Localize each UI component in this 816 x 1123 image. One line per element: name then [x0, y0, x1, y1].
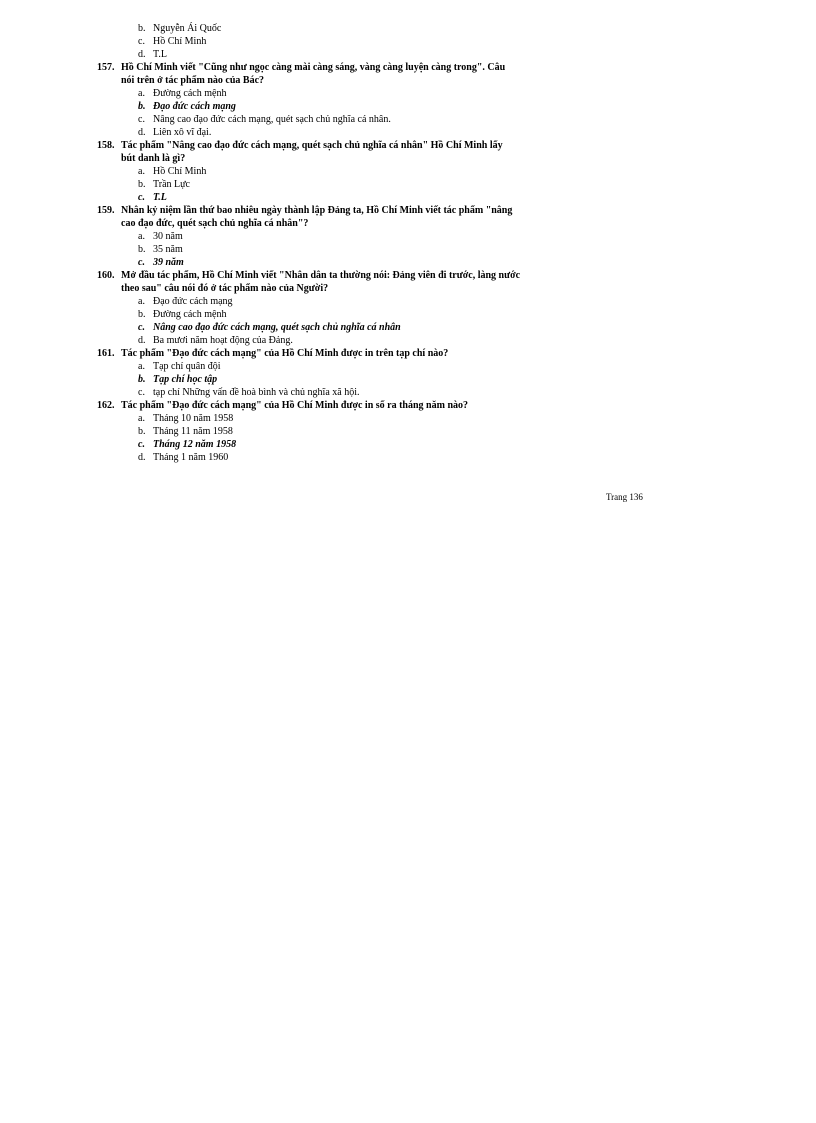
- answer-option: [97, 165, 637, 178]
- answer-option: [97, 412, 637, 425]
- option-label: c.: [138, 387, 145, 398]
- question-text-continued: cao đạo đức, quét sạch chủ nghĩa cá nhân"?: [121, 218, 309, 229]
- option-text: 30 năm: [153, 231, 183, 242]
- answer-option: [97, 191, 637, 204]
- answer-option: [97, 321, 637, 334]
- answer-option: [97, 35, 637, 48]
- answer-option: [97, 100, 637, 113]
- option-text: Tạp chí quân đội: [153, 361, 221, 372]
- option-text: Đạo đức cách mạng: [153, 101, 236, 112]
- question-text-continued: bút danh là gì?: [121, 153, 186, 164]
- option-text: Tháng 1 năm 1960: [153, 452, 229, 463]
- answer-option: [97, 334, 637, 347]
- answer-option: [97, 178, 637, 191]
- question-number: 162.: [97, 400, 115, 411]
- question-stem: [97, 269, 637, 282]
- question-text: Hồ Chí Minh viết "Cũng như ngọc càng mài càng sáng, vàng càng luyện càng trong". Câu: [121, 62, 506, 73]
- option-label: a.: [138, 166, 145, 177]
- answer-option: [97, 373, 637, 386]
- question-text-continued: theo sau" câu nói đó ở tác phẩm nào của Người?: [121, 283, 329, 294]
- option-label: c.: [138, 439, 145, 450]
- option-text: 35 năm: [153, 244, 183, 255]
- option-label: d.: [138, 49, 146, 60]
- answer-option: [97, 360, 637, 373]
- option-text: Liên xô vĩ đại.: [153, 127, 212, 138]
- option-label: c.: [138, 36, 145, 47]
- question-stem: [97, 399, 637, 412]
- option-label: b.: [138, 101, 146, 112]
- option-label: b.: [138, 426, 146, 437]
- option-label: a.: [138, 296, 145, 307]
- question-number: 158.: [97, 140, 115, 151]
- answer-option: [97, 256, 637, 269]
- option-text: Nâng cao đạo đức cách mạng, quét sạch chủ nghĩa cá nhân: [153, 322, 401, 333]
- answer-option: [97, 243, 637, 256]
- option-label: c.: [138, 322, 145, 333]
- option-text: Tháng 10 năm 1958: [153, 413, 234, 424]
- answer-option: [97, 308, 637, 321]
- option-label: d.: [138, 452, 146, 463]
- answer-option: [97, 451, 637, 464]
- option-text: T.L: [153, 49, 167, 60]
- option-text: Tạp chí học tập: [153, 374, 218, 385]
- option-label: a.: [138, 231, 145, 242]
- option-label: b.: [138, 309, 146, 320]
- option-text: T.L: [153, 192, 167, 203]
- question-stem: [97, 139, 637, 152]
- option-text: Hồ Chí Minh: [153, 36, 207, 47]
- answer-option: [97, 438, 637, 451]
- option-text: Tháng 11 năm 1958: [153, 426, 233, 437]
- option-label: b.: [138, 23, 146, 34]
- question-stem: [97, 204, 637, 217]
- question-text: Tác phẩm "Nâng cao đạo đức cách mạng, quét sạch chủ nghĩa cá nhân" Hồ Chí Minh lấy: [121, 140, 503, 151]
- option-label: d.: [138, 335, 146, 346]
- answer-option: [97, 22, 637, 35]
- question-text: Tác phẩm "Đạo đức cách mạng" của Hồ Chí Minh được in số ra tháng năm nào?: [121, 400, 469, 411]
- option-label: c.: [138, 192, 145, 203]
- option-label: b.: [138, 179, 146, 190]
- question-text: Mở đầu tác phẩm, Hồ Chí Minh viết "Nhân dân ta thường nói: Đảng viên đi trước, làng nước: [121, 270, 521, 281]
- option-label: b.: [138, 244, 146, 255]
- option-text: Hồ Chí Minh: [153, 166, 207, 177]
- question-number: 160.: [97, 270, 115, 281]
- answer-option: [97, 126, 637, 139]
- option-text: Ba mươi năm hoạt động của Đảng.: [153, 335, 293, 346]
- answer-option: [97, 295, 637, 308]
- answer-option: [97, 87, 637, 100]
- question-number: 159.: [97, 205, 115, 216]
- option-text: Tháng 12 năm 1958: [153, 439, 237, 450]
- option-text: Trần Lực: [153, 179, 190, 190]
- answer-option: [97, 48, 637, 61]
- option-text: Nguyễn Ái Quốc: [153, 23, 222, 34]
- answer-option: [97, 230, 637, 243]
- option-text: tạp chí Những vấn đề hoà bình và chủ nghĩa xã hội.: [153, 387, 360, 398]
- answer-option: [97, 386, 637, 399]
- question-text: Tác phẩm "Đạo đức cách mạng" của Hồ Chí Minh được in trên tạp chí nào?: [121, 348, 449, 359]
- question-number: 161.: [97, 348, 115, 359]
- quiz-content: [97, 22, 637, 464]
- option-text: 39 năm: [153, 257, 184, 268]
- option-text: Đạo đức cách mạng: [153, 296, 233, 307]
- option-label: a.: [138, 361, 145, 372]
- option-label: a.: [138, 413, 145, 424]
- answer-option: [97, 113, 637, 126]
- option-text: Nâng cao đạo đức cách mạng, quét sạch chủ nghĩa cá nhân.: [153, 114, 391, 125]
- option-label: c.: [138, 114, 145, 125]
- option-text: Đường cách mệnh: [153, 309, 227, 320]
- option-label: a.: [138, 88, 145, 99]
- question-stem: [97, 61, 637, 74]
- page-number: Trang 136: [606, 492, 643, 502]
- question-number: 157.: [97, 62, 115, 73]
- option-text: Đường cách mệnh: [153, 88, 227, 99]
- answer-option: [97, 425, 637, 438]
- question-text-continued: nói trên ở tác phẩm nào của Bác?: [121, 75, 265, 86]
- option-label: c.: [138, 257, 145, 268]
- question-text: Nhân kỷ niệm lần thứ bao nhiêu ngày thành lập Đảng ta, Hồ Chí Minh viết tác phẩm "nâng: [121, 205, 513, 216]
- option-label: d.: [138, 127, 146, 138]
- question-stem: [97, 347, 637, 360]
- option-label: b.: [138, 374, 146, 385]
